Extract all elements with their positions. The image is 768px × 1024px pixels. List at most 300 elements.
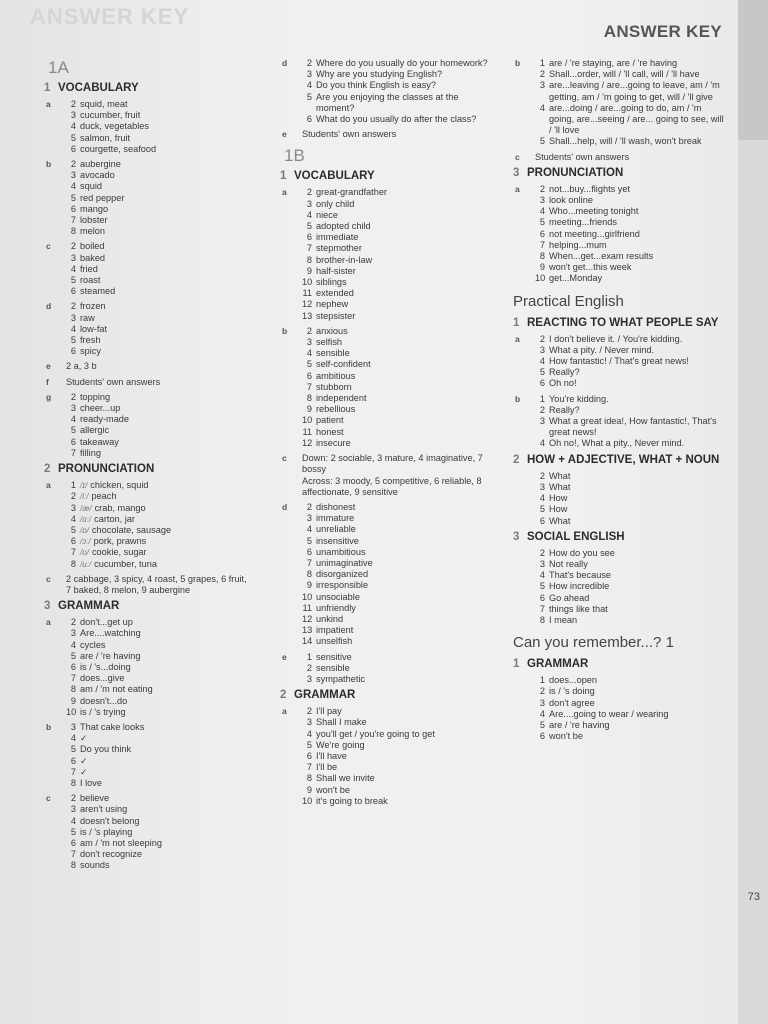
answer-row xyxy=(44,253,254,264)
group-letter xyxy=(44,226,66,237)
group-letter xyxy=(280,603,302,614)
answer-text: self-confident xyxy=(316,359,371,370)
item-number: 3 xyxy=(70,628,76,639)
item-number: 8 xyxy=(306,773,312,784)
answer-text: I mean xyxy=(549,614,578,625)
item-number: 4 xyxy=(70,181,76,192)
section-title: GRAMMAR xyxy=(527,658,589,671)
answer-group xyxy=(280,453,490,498)
group-letter xyxy=(44,860,66,871)
item-number: 8 xyxy=(70,684,76,695)
section-heading xyxy=(44,463,254,476)
answer-text: I'll pay xyxy=(316,706,342,717)
section-heading xyxy=(513,531,728,544)
group-letter xyxy=(513,686,535,697)
item-number: 4 xyxy=(539,570,545,581)
item-number: 6 xyxy=(539,378,545,389)
answer-row xyxy=(280,232,490,243)
answer-row xyxy=(44,204,254,215)
group-letter xyxy=(280,569,302,580)
answer-group xyxy=(280,706,490,807)
answer-text: brother-in-law xyxy=(316,254,373,265)
group-letter xyxy=(44,181,66,192)
group-letter xyxy=(44,193,66,204)
answer-row xyxy=(44,722,254,733)
group-letter xyxy=(513,516,535,527)
answer-row xyxy=(513,69,728,80)
answer-text: lobster xyxy=(80,215,108,226)
answer-row xyxy=(44,133,254,144)
item-number: 2 xyxy=(539,470,545,481)
item-number: 11 xyxy=(302,602,312,613)
answer-row xyxy=(44,377,254,388)
phonetic-symbol: /ɒ/ xyxy=(80,525,89,535)
answer-row xyxy=(280,547,490,558)
answer-row xyxy=(280,266,490,277)
answer-text: Shall we invite xyxy=(316,773,375,784)
item-number: 5 xyxy=(70,826,76,837)
group-letter xyxy=(513,262,535,273)
answer-row xyxy=(280,773,490,784)
answer-row xyxy=(44,559,254,570)
answer-row xyxy=(280,717,490,728)
answer-text: insecure xyxy=(316,437,351,448)
group-letter xyxy=(44,313,66,324)
item-number: 5 xyxy=(70,335,76,346)
answer-text: unambitious xyxy=(316,546,366,557)
answer-row xyxy=(44,491,254,502)
answer-row xyxy=(280,592,490,603)
group-letter xyxy=(44,324,66,335)
item-number: 2 xyxy=(306,706,312,717)
phonetic-symbol: /ɪ/ xyxy=(80,481,88,491)
group-letter xyxy=(513,559,535,570)
answer-row xyxy=(513,136,728,147)
group-letter xyxy=(44,110,66,121)
group-letter xyxy=(44,121,66,132)
answer-row xyxy=(280,625,490,636)
group-letter xyxy=(513,698,535,709)
answer-text: immediate xyxy=(316,232,359,243)
item-number: 3 xyxy=(539,697,545,708)
item-number: 3 xyxy=(539,481,545,492)
item-number: 10 xyxy=(302,415,313,426)
answer-row xyxy=(44,838,254,849)
answer-row xyxy=(513,345,728,356)
group-letter xyxy=(44,662,66,673)
item-number: 4 xyxy=(70,733,76,744)
group-letter: e xyxy=(46,361,51,372)
answer-row xyxy=(44,335,254,346)
answer-text: don't recognize xyxy=(80,849,143,860)
item-number: 14 xyxy=(302,636,313,647)
group-letter xyxy=(280,311,302,322)
answer-text: Why are you studying English? xyxy=(316,69,443,80)
item-number: 7 xyxy=(70,673,76,684)
group-letter xyxy=(44,275,66,286)
item-number: 6 xyxy=(70,346,76,357)
group-letter xyxy=(280,785,302,796)
section-title: HOW + ADJECTIVE, WHAT + NOUN xyxy=(527,453,720,466)
answer-group xyxy=(513,184,728,285)
group-letter xyxy=(513,438,535,449)
answer-text: fried xyxy=(80,263,98,274)
group-letter xyxy=(280,415,302,426)
answer-row xyxy=(44,640,254,651)
item-number: 3 xyxy=(539,80,545,91)
group-letter xyxy=(513,720,535,731)
answer-text: Really? xyxy=(549,367,580,378)
item-number: 1 xyxy=(539,58,545,68)
answer-row xyxy=(513,334,728,345)
answer-row xyxy=(44,536,254,547)
item-number: 5 xyxy=(70,192,76,203)
group-letter xyxy=(280,359,302,370)
answer-text: Across: 3 moody, 5 competitive, 6 reliable, 8 affectionate, 9 sensitive xyxy=(302,475,482,497)
group-letter xyxy=(44,651,66,662)
item-number: 3 xyxy=(306,513,312,524)
group-letter: c xyxy=(282,453,287,464)
answer-row xyxy=(280,762,490,773)
answer-group xyxy=(513,334,728,390)
answer-row xyxy=(513,240,728,251)
group-letter xyxy=(280,476,302,498)
answer-group xyxy=(44,574,254,596)
answer-text: meeting...friends xyxy=(549,217,617,228)
answer-text: are / 're having xyxy=(80,650,141,661)
item-number: 10 xyxy=(302,795,313,806)
group-letter xyxy=(280,740,302,751)
answer-text: don't agree xyxy=(549,697,595,708)
answer-row xyxy=(280,569,490,580)
answer-row xyxy=(44,628,254,639)
answer-text: Who...meeting tonight xyxy=(549,206,639,217)
answer-row xyxy=(280,476,490,498)
answer-row xyxy=(513,720,728,731)
answer-row xyxy=(280,371,490,382)
answer-text: adopted child xyxy=(316,221,371,232)
answer-text: 2 cabbage, 3 spicy, 4 roast, 5 grapes, 6 fruit, 7 baked, 8 melon, 9 aubergine xyxy=(66,573,247,595)
item-number: 7 xyxy=(306,381,312,392)
item-number: 2 xyxy=(70,391,76,402)
item-number: 5 xyxy=(70,744,76,755)
group-letter xyxy=(513,273,535,284)
item-number: 10 xyxy=(302,277,313,288)
group-letter xyxy=(513,675,535,686)
answer-group xyxy=(44,480,254,570)
answer-text: things like that xyxy=(549,603,608,614)
answer-text: sounds xyxy=(80,860,110,871)
answer-text: How incredible xyxy=(549,581,610,592)
answer-row xyxy=(513,206,728,217)
answer-row xyxy=(44,574,254,596)
answer-row xyxy=(513,58,728,69)
group-letter xyxy=(44,204,66,215)
answer-text: takeaway xyxy=(80,436,119,447)
item-number: 8 xyxy=(306,569,312,580)
answer-row xyxy=(513,405,728,416)
group-letter xyxy=(44,547,66,558)
answer-group xyxy=(280,326,490,449)
answer-row xyxy=(513,80,728,102)
group-list xyxy=(513,58,728,163)
section-heading xyxy=(280,689,490,702)
answer-row xyxy=(513,559,728,570)
group-letter xyxy=(513,206,535,217)
answer-row xyxy=(513,570,728,581)
group-letter xyxy=(44,215,66,226)
answer-text: independent xyxy=(316,393,367,404)
answer-row xyxy=(280,580,490,591)
group-letter: b xyxy=(46,721,52,732)
answer-row xyxy=(513,686,728,697)
item-number: 8 xyxy=(70,558,76,569)
answer-text: /uː/ cucumber, tuna xyxy=(80,558,157,569)
answer-row xyxy=(280,502,490,513)
answer-text: How fantastic! / That's great news! xyxy=(549,356,689,367)
answer-text: look online xyxy=(549,195,593,206)
answer-group xyxy=(513,675,728,742)
answer-text: you'll get / you're going to get xyxy=(316,728,435,739)
answer-text: /ɔː/ pork, prawns xyxy=(80,536,147,547)
item-number: 7 xyxy=(70,215,76,226)
answer-text: dishonest xyxy=(316,501,356,512)
answer-text: cheer...up xyxy=(80,403,121,414)
section-number: 1 xyxy=(44,82,51,94)
item-number: 3 xyxy=(70,252,76,263)
answer-row xyxy=(513,548,728,559)
item-number: 2 xyxy=(306,325,312,336)
answer-row xyxy=(280,796,490,807)
group-letter xyxy=(44,414,66,425)
answer-row xyxy=(513,604,728,615)
item-number: 7 xyxy=(70,447,76,458)
answer-text: What a great idea!, How fantastic!, That's great news! xyxy=(549,416,717,438)
group-letter xyxy=(44,707,66,718)
item-number: 4 xyxy=(70,815,76,826)
answer-text: courgette, seafood xyxy=(80,143,157,154)
answer-row xyxy=(280,729,490,740)
group-letter xyxy=(44,133,66,144)
group-letter xyxy=(280,232,302,243)
answer-group xyxy=(513,548,728,626)
answer-row xyxy=(513,709,728,720)
group-letter: e xyxy=(282,651,287,662)
answer-text: cycles xyxy=(80,639,106,650)
section-title: VOCABULARY xyxy=(58,82,139,94)
answer-row xyxy=(280,427,490,438)
group-letter xyxy=(513,570,535,581)
group-letter xyxy=(513,405,535,416)
group-letter: a xyxy=(515,183,520,194)
answer-row xyxy=(44,525,254,536)
can-you-remember-heading: Can you remember...? 1 xyxy=(513,634,674,652)
item-number: 7 xyxy=(70,547,76,558)
answer-row xyxy=(513,103,728,137)
group-letter xyxy=(280,69,302,80)
group-letter: b xyxy=(46,159,52,170)
item-number: 2 xyxy=(539,404,545,415)
answer-text: half-sister xyxy=(316,265,356,276)
answer-text: Do you think English is easy? xyxy=(316,80,437,91)
answer-text: That's because xyxy=(549,570,612,581)
answer-text: /æ/ crab, mango xyxy=(80,502,146,513)
group-letter xyxy=(44,264,66,275)
item-number: 3 xyxy=(70,804,76,815)
group-letter xyxy=(44,514,66,525)
group-letter xyxy=(280,80,302,91)
group-letter: g xyxy=(46,391,52,402)
answer-row xyxy=(280,603,490,614)
answer-row xyxy=(280,438,490,449)
item-number: 2 xyxy=(70,793,76,804)
item-number: 4 xyxy=(70,323,76,334)
answer-row xyxy=(44,756,254,767)
group-letter xyxy=(44,684,66,695)
group-letter: a xyxy=(515,333,520,344)
answer-row xyxy=(280,80,490,91)
answer-text: are...doing / are...going to do, am / 'm going, are...seeing / are... going to see, will / 'll love xyxy=(549,102,724,136)
item-number: 7 xyxy=(539,603,545,614)
section-title: GRAMMAR xyxy=(294,689,356,702)
answer-row xyxy=(280,69,490,80)
group-letter xyxy=(44,559,66,570)
answer-row xyxy=(44,414,254,425)
group-letter xyxy=(280,614,302,625)
answer-text: What do you usually do after the class? xyxy=(316,114,477,125)
group-letter xyxy=(280,348,302,359)
section-heading xyxy=(513,317,728,330)
answer-text: squid xyxy=(80,181,102,192)
answer-row xyxy=(280,199,490,210)
item-number: 2 xyxy=(306,187,312,198)
answer-text: aubergine xyxy=(80,159,121,170)
answer-row xyxy=(44,99,254,110)
answer-text: spicy xyxy=(80,346,101,357)
answer-text: does...give xyxy=(80,673,125,684)
answer-text: I love xyxy=(80,777,102,788)
group-letter xyxy=(44,253,66,264)
group-letter: c xyxy=(515,151,520,162)
group-letter xyxy=(44,170,66,181)
answer-text: unselfish xyxy=(316,636,353,647)
group-letter: a xyxy=(46,99,51,109)
group-letter xyxy=(280,114,302,125)
answer-text: /ɒ/ chocolate, sausage xyxy=(80,524,172,535)
group-letter xyxy=(44,767,66,778)
group-letter xyxy=(280,299,302,310)
answer-row xyxy=(280,92,490,114)
answer-text: sympathetic xyxy=(316,673,366,684)
answer-text: /ɑː/ carton, jar xyxy=(80,513,135,524)
answer-text: impatient xyxy=(316,625,354,636)
answer-text: niece xyxy=(316,209,338,220)
answer-text: not...buy...flights yet xyxy=(549,183,631,194)
group-letter xyxy=(513,367,535,378)
phonetic-symbol: /æ/ xyxy=(80,503,92,513)
answer-text: frozen xyxy=(80,301,106,312)
answer-row xyxy=(513,731,728,742)
group-letter xyxy=(44,335,66,346)
answer-text: don't...get up xyxy=(80,617,133,628)
answer-text: How xyxy=(549,493,568,504)
item-number: 6 xyxy=(306,546,312,557)
answer-group xyxy=(44,301,254,357)
section-number: 2 xyxy=(513,453,520,466)
answer-row xyxy=(44,547,254,558)
group-letter xyxy=(44,838,66,849)
item-number: 3 xyxy=(306,69,312,80)
item-number: 4 xyxy=(539,356,545,367)
item-number: 6 xyxy=(70,661,76,672)
answer-row xyxy=(280,751,490,762)
group-letter xyxy=(280,382,302,393)
group-letter xyxy=(280,337,302,348)
answer-text: sensible xyxy=(316,662,350,673)
answer-row xyxy=(280,663,490,674)
answer-text: Do you think xyxy=(80,744,132,755)
item-number: 5 xyxy=(306,535,312,546)
answer-row xyxy=(280,614,490,625)
answer-group xyxy=(280,187,490,321)
answer-row xyxy=(44,684,254,695)
answer-row xyxy=(280,299,490,310)
item-number: 12 xyxy=(302,299,313,310)
answer-row xyxy=(44,437,254,448)
answer-row xyxy=(280,255,490,266)
item-number: 1 xyxy=(539,393,545,404)
group-letter xyxy=(280,717,302,728)
answer-text: extended xyxy=(316,288,354,299)
item-number: 6 xyxy=(306,232,312,243)
answer-text: unkind xyxy=(316,613,344,624)
answer-row xyxy=(280,243,490,254)
answer-row xyxy=(280,706,490,717)
answer-text: does...open xyxy=(549,675,598,686)
answer-row xyxy=(280,288,490,299)
item-number: 2 xyxy=(70,301,76,312)
item-number: 4 xyxy=(539,102,545,113)
answer-row xyxy=(513,615,728,626)
answer-row xyxy=(44,816,254,827)
group-letter xyxy=(280,663,302,674)
answer-text: red pepper xyxy=(80,192,125,203)
group-letter xyxy=(44,403,66,414)
answer-row xyxy=(44,392,254,403)
group-letter: f xyxy=(46,376,49,387)
answer-group xyxy=(513,152,728,163)
item-number: 3 xyxy=(70,721,76,732)
answer-text: immature xyxy=(316,513,355,524)
group-letter xyxy=(44,491,66,502)
group-letter: a xyxy=(46,480,51,491)
item-number: 7 xyxy=(306,557,312,568)
answer-row xyxy=(513,394,728,405)
answer-text: raw xyxy=(80,312,95,323)
item-number: 2 xyxy=(539,686,545,697)
answer-row xyxy=(280,221,490,232)
group-letter xyxy=(280,288,302,299)
group-letter xyxy=(513,416,535,438)
item-number: 11 xyxy=(302,426,312,437)
answer-row xyxy=(44,617,254,628)
answer-text: selfish xyxy=(316,337,343,348)
item-number: 2 xyxy=(70,617,76,628)
section-title: SOCIAL ENGLISH xyxy=(527,530,625,543)
group-letter xyxy=(513,615,535,626)
answer-text: topping xyxy=(80,391,111,402)
item-number: 6 xyxy=(70,436,76,447)
